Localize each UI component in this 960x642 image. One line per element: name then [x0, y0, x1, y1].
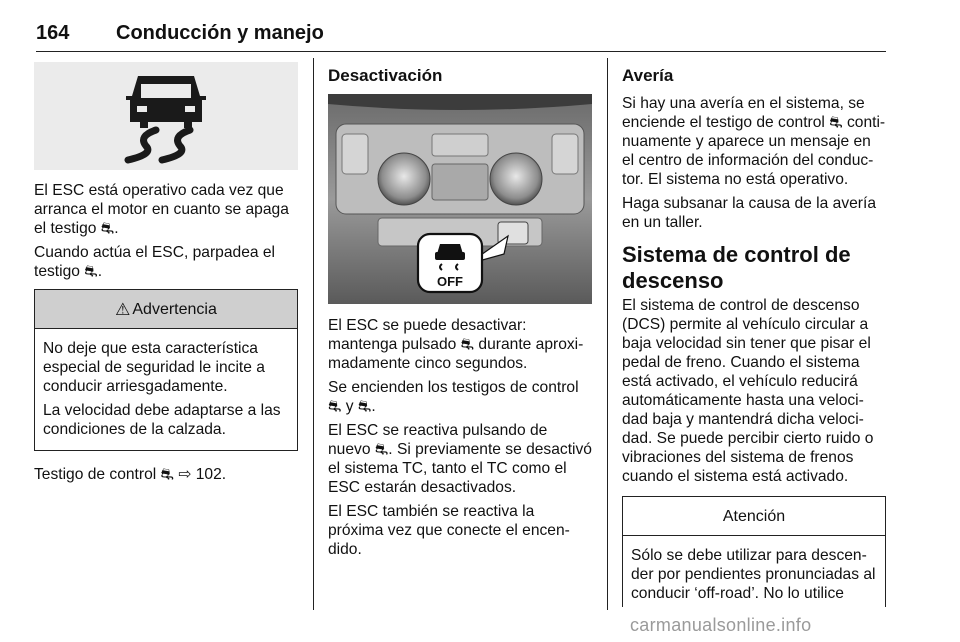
- attention-paragraph: Sólo se debe utilizar para descen-der por pendientes pronunciadas al conducir ‘off-road’. No lo utilice: [631, 547, 876, 602]
- esc-skid-car-icon: [34, 62, 298, 170]
- paragraph-fault-lamp: Si hay una avería en el sistema, se enciende el testigo de control ⛐ conti-nuamente y aparece un mensaje en el centro de información del conduc-tor. El sistema no está operativo.: [622, 95, 886, 188]
- section-title-dcs: Sistema de control de descenso: [622, 242, 851, 293]
- warning-header: [35, 290, 297, 329]
- column-divider-2: [607, 58, 608, 610]
- attention-box: [622, 496, 886, 607]
- warning-paragraph-2: La velocidad debe adaptarse a las condiciones de la calzada.: [43, 402, 281, 438]
- watermark: carmanualsonline.info: [630, 615, 812, 635]
- section-title-deactivation: Desactivación: [328, 66, 443, 85]
- paragraph-dcs-description: El sistema de control de descenso (DCS) permite al vehículo circular a baja velocidad sin tener que pisar el pedal de freno. Cuando el sistema está activado, el vehículo reducirá automáticamente hasta una veloci-dad baja y mantendrá dicha veloci-dad. Se puede percibir cierto ruido o vibraciones del sistema de frenos cuando el sistema está activado.: [622, 297, 874, 485]
- off-button-label: OFF: [437, 274, 463, 289]
- warning-paragraph-1: No deje que esta característica especial de seguridad le incite a conducir arriesgadamente.: [43, 340, 265, 395]
- paragraph-esc-acts: Cuando actúa el ESC, parpadea el testigo ⛐.: [34, 244, 276, 280]
- column-divider-1: [313, 58, 314, 610]
- page-number: 164: [36, 22, 70, 44]
- paragraph-esc-reactivate: El ESC se reactiva pulsando de nuevo ⛐. Si previamente se desactivó el sistema TC, tanto el TC como el ESC estarán desactivados.: [328, 422, 592, 496]
- paragraph-control-lamp-ref: Testigo de control ⛐ ⇨ 102.: [34, 466, 227, 483]
- section-title-fault: Avería: [622, 66, 674, 85]
- attention-body: [623, 536, 885, 603]
- column-right: [622, 66, 886, 607]
- paragraph-esc-ignition: El ESC también se reactiva la próxima vez que conecte el encen-dido.: [328, 503, 570, 558]
- page-header: [36, 22, 886, 50]
- paragraph-esc-operative: El ESC está operativo cada vez que arranca el motor en cuanto se apaga el testigo ⛐.: [34, 182, 289, 237]
- column-middle: [328, 66, 592, 564]
- paragraph-fault-workshop: Haga subsanar la causa de la avería en un taller.: [622, 195, 876, 231]
- warning-triangle-icon: ⚠: [115, 299, 131, 319]
- column-left: [34, 62, 298, 489]
- chapter-title: Conducción y manejo: [116, 22, 324, 44]
- attention-header: Atención: [623, 497, 885, 536]
- header-rule: [36, 51, 886, 52]
- paragraph-lamps-on: Se encienden los testigos de control ⛐ y ⛐.: [328, 379, 579, 415]
- warning-title: Advertencia: [132, 300, 217, 318]
- console-photo: [328, 94, 592, 304]
- warning-box: [34, 289, 298, 451]
- paragraph-esc-deactivate: El ESC se puede desactivar: mantenga pulsado ⛐ durante aproxi-madamente cinco segundos.: [328, 317, 584, 372]
- esc-icon-panel: [34, 62, 298, 170]
- warning-body: [35, 329, 297, 450]
